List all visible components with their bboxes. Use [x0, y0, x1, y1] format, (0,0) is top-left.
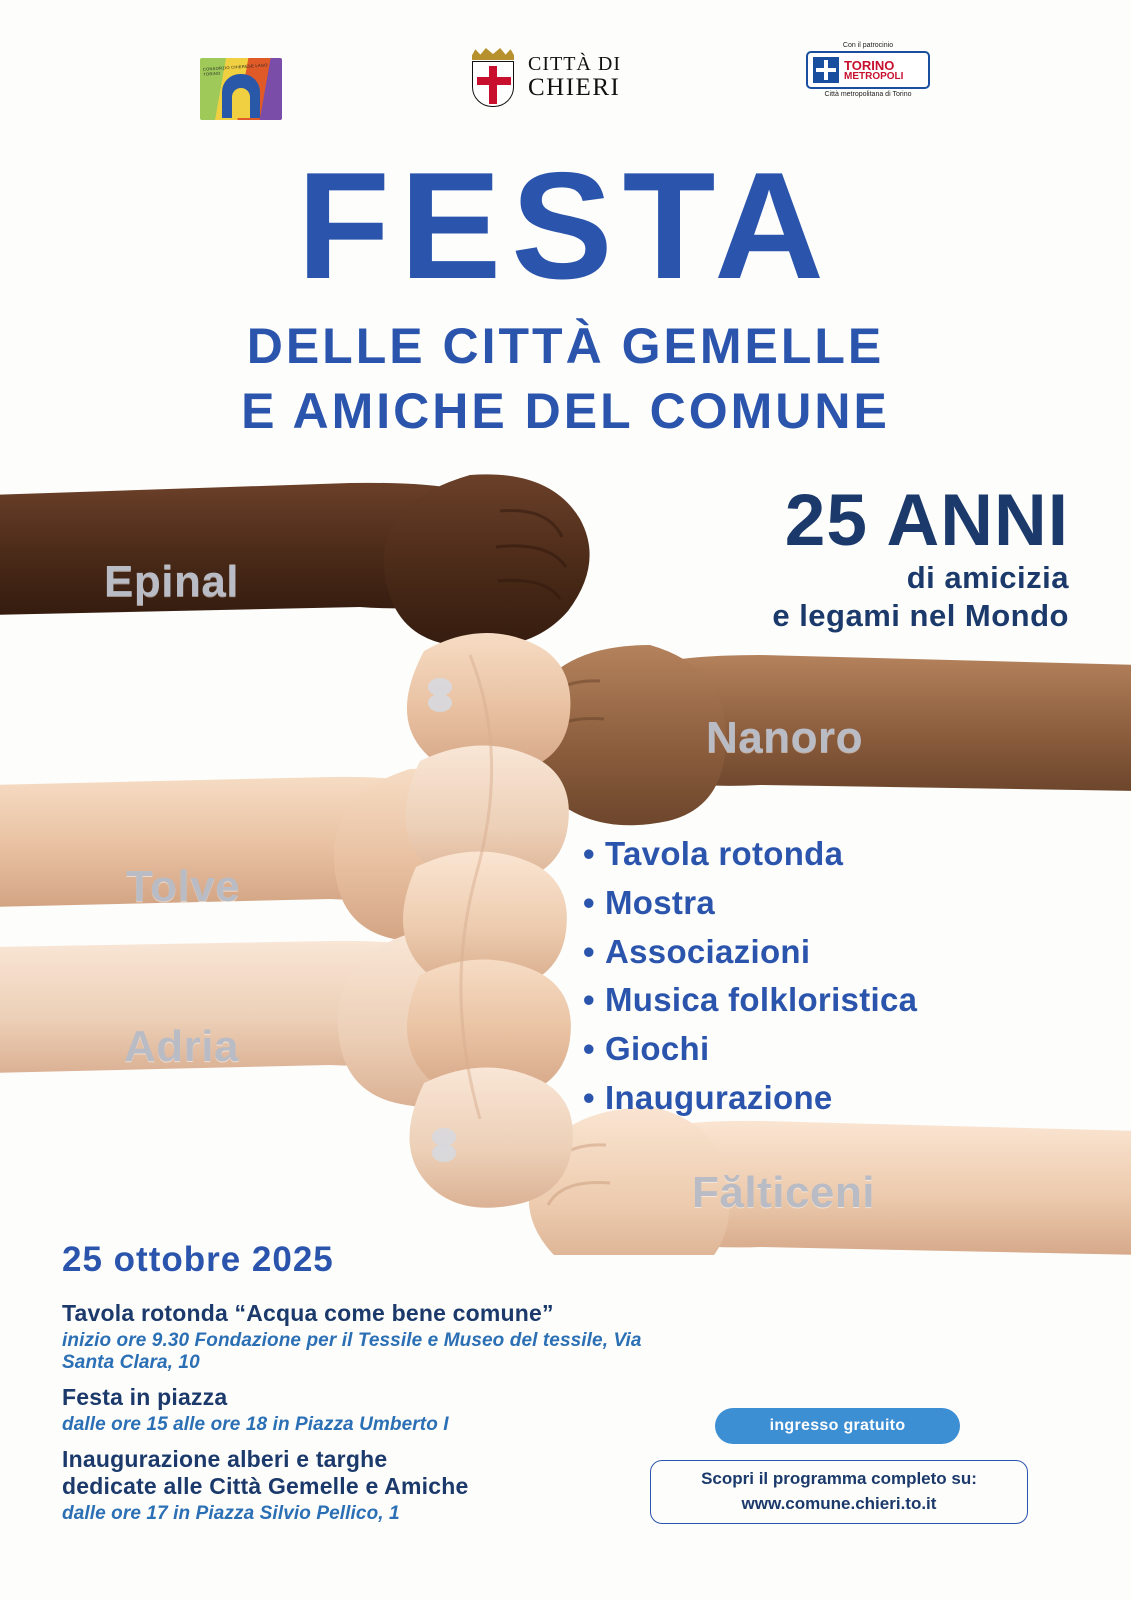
chieri-logo-line2: CHIERI	[528, 74, 621, 102]
torino-logo-line2: METROPOLI	[844, 70, 904, 82]
activities-list	[583, 830, 917, 1123]
event-date: 25 ottobre 2025	[62, 1240, 334, 1279]
list-item: • Inaugurazione	[583, 1074, 917, 1123]
list-item: • Tavola rotonda	[583, 830, 917, 879]
list-item: • Giochi	[583, 1025, 917, 1074]
free-entry-badge: ingresso gratuito	[715, 1408, 960, 1444]
chieri-logo-text	[528, 54, 621, 101]
torino-logo-text	[844, 59, 903, 82]
crown-icon	[472, 48, 514, 60]
consorzio-logo-text: CONSORZIO CHIERESE LAGO TORINO	[202, 62, 268, 77]
arm-epinal	[0, 474, 590, 647]
event-schedule	[62, 1300, 682, 1525]
poster-title: FESTA	[297, 141, 834, 311]
consorzio-arch-icon	[222, 74, 260, 118]
chieri-logo-line1: CITTÀ DI	[528, 53, 621, 76]
consorzio-chierese-logo	[200, 58, 282, 120]
anniversary-line3: e legami nel Mondo	[772, 598, 1069, 634]
anniversary-block	[772, 480, 1069, 634]
schedule-item-title: Tavola rotonda “Acqua come bene comune”	[62, 1300, 554, 1326]
city-label-epinal: Epinal	[104, 557, 240, 606]
chieri-coat-of-arms-icon	[470, 48, 516, 108]
savoy-cross-icon	[813, 57, 839, 83]
central-clasp	[403, 633, 573, 1208]
city-label-tolve: Tolve	[126, 862, 241, 911]
program-website-link[interactable]: www.comune.chieri.to.it	[741, 1494, 937, 1513]
torino-metropoli-logo	[806, 42, 930, 98]
program-info-line1: Scopri il programma completo su:	[701, 1469, 977, 1489]
schedule-item-title: Inaugurazione alberi e targhe	[62, 1446, 388, 1472]
list-item: • Associazioni	[583, 928, 917, 977]
city-label-falticeni: Fălticeni	[692, 1168, 875, 1217]
anniversary-line2: di amicizia	[906, 560, 1069, 596]
torino-logo-line1: TORINO	[844, 57, 895, 73]
shield-icon	[472, 61, 514, 107]
anniversary-headline: 25 ANNI	[784, 480, 1069, 561]
schedule-item-title: Festa in piazza	[62, 1384, 228, 1410]
schedule-item-detail: inizio ore 9.30 Fondazione per il Tessile e Museo del tessile, Via Santa Clara, 10	[62, 1330, 642, 1373]
citta-di-chieri-logo	[470, 48, 621, 108]
city-label-adria: Adria	[124, 1022, 239, 1071]
list-item: • Mostra	[583, 879, 917, 928]
list-item: • Musica folkloristica	[583, 976, 917, 1025]
city-label-nanoro: Nanoro	[706, 713, 863, 762]
poster-subtitle-line1: DELLE CITTÀ GEMELLE	[246, 318, 885, 374]
torino-logo-box	[806, 51, 930, 89]
schedule-item-detail: dalle ore 17 in Piazza Silvio Pellico, 1	[62, 1503, 400, 1524]
schedule-item-title-second-line: dedicate alle Città Gemelle e Amiche	[62, 1473, 469, 1499]
program-info-box[interactable]	[650, 1460, 1028, 1524]
torino-logo-caption: Città metropolitana di Torino	[824, 91, 912, 98]
poster-subtitle-line2: E AMICHE DEL COMUNE	[241, 383, 890, 439]
header-logos	[0, 42, 1131, 138]
schedule-item-detail: dalle ore 15 alle ore 18 in Piazza Umberto I	[62, 1414, 449, 1435]
patrocinio-label: Con il patrocinio	[842, 42, 894, 49]
